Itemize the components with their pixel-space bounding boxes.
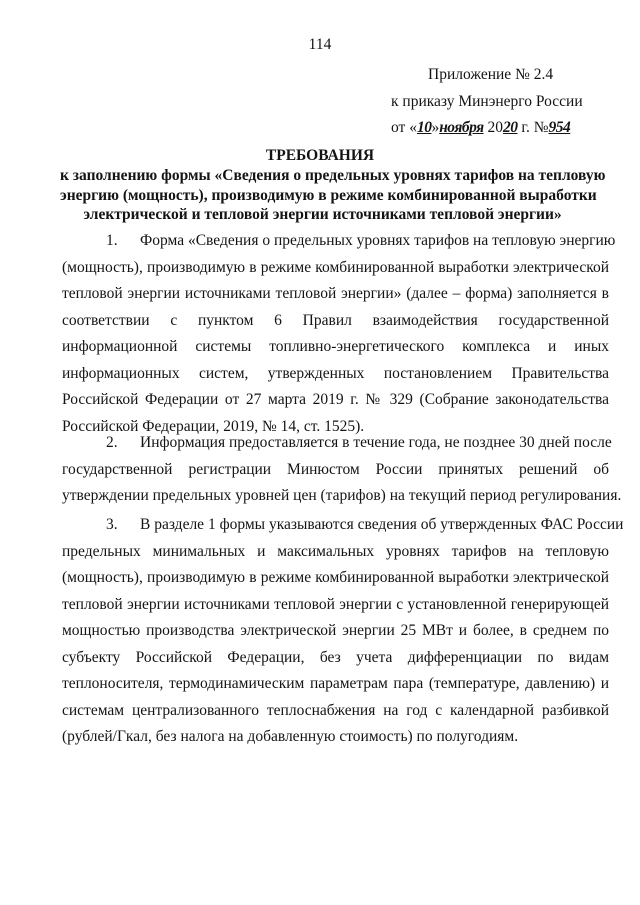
appendix-header (391, 62, 621, 142)
paragraph-line: (мощность), производимую в режиме комбинированной выработки электрической (62, 258, 609, 276)
page-number: 114 (308, 36, 332, 53)
appendix-number: Приложение № 2.4 (428, 66, 554, 83)
paragraph-line: Информация предоставляется в течение года, не позднее 30 дней после (140, 434, 612, 451)
paragraph-line: мощностью производства электрической энергии 25 МВт и более, в среднем по (62, 622, 609, 639)
paragraph-line: утверждении предельных уровней цен (тарифов) на текущий период регулирования. (62, 487, 622, 504)
paragraph-line: соответствии с пунктом 6 Правил взаимодействия государственной (62, 311, 609, 329)
subtitle-line: к заполнению формы «Сведения о предельных уровнях тарифов на тепловую (60, 167, 606, 184)
date-prefix: от « (391, 119, 417, 136)
appendix-date-line (391, 115, 621, 142)
paragraph-line: (мощность), производимую в режиме комбинированной выработки электрической (62, 569, 609, 586)
paragraph-line: системам централизованного теплоснабжения на год с календарной разбивкой (62, 701, 609, 719)
appendix-order-ref: к приказу Минэнерго России (391, 92, 583, 110)
paragraph-line: (рублей/Гкал, без налога на добавленную стоимость) по полугодиям. (62, 728, 519, 745)
paragraph-line: государственной регистрации Минюстом России принятых решений об (62, 460, 609, 478)
paragraph-number: 2. (106, 434, 118, 451)
paragraph-line: информационной системы топливно-энергетического комплекса и иных (62, 338, 609, 355)
date-suffix: г. № (517, 119, 549, 136)
date-mid: » (431, 119, 440, 136)
paragraph-line: В разделе 1 формы указываются сведения об утвержденных ФАС России (140, 516, 624, 533)
date-year-prefix: 20 (483, 119, 503, 136)
handwritten-day: 10 (416, 119, 432, 136)
paragraph-line: тепловой энергии источниками тепловой энергии» (далее – форма) заполняется в (62, 285, 609, 302)
handwritten-month: ноября (439, 119, 484, 136)
paragraph-line: субъекту Российской Федерации, без учета дифференциации по видам (62, 648, 609, 666)
paragraph-line: предельных минимальных и максимальных уровнях тарифов на тепловую (62, 542, 609, 560)
handwritten-year: 20 (502, 119, 518, 136)
paragraph-line: тепловой энергии источниками тепловой энергии с установленной генерирующей (62, 595, 609, 613)
document-title: ТРЕБОВАНИЯ (265, 147, 375, 164)
paragraph-3 (62, 512, 624, 751)
paragraph-first-line (62, 228, 616, 255)
document-subtitle (60, 166, 606, 225)
subtitle-line: энергию (мощность), производимую в режиме комбинированной выработки (60, 186, 597, 204)
paragraph-first-line (62, 430, 612, 457)
paragraph-line: информационных систем, утвержденных постановлением Правительства (62, 364, 609, 382)
paragraph-first-line (62, 512, 624, 539)
paragraph-line: Российской Федерации, 2019, № 14, ст. 1525). (62, 417, 365, 435)
paragraph-line: Российской Федерации от 27 марта 2019 г. № 329 (Собрание законодательства (62, 391, 609, 408)
paragraph-line: Форма «Сведения о предельных уровнях тарифов на тепловую энергию (140, 232, 616, 249)
paragraph-2 (62, 430, 622, 510)
paragraph-number: 1. (106, 232, 118, 249)
handwritten-order-number: 954 (548, 119, 571, 136)
paragraph-number: 3. (106, 516, 118, 533)
subtitle-line: электрической и тепловой энергии источниками тепловой энергии» (83, 206, 562, 223)
paragraph-1 (62, 228, 616, 440)
paragraph-line: теплоносителя, термодинамическим параметрам пара (температуре, давлению) и (62, 675, 609, 692)
